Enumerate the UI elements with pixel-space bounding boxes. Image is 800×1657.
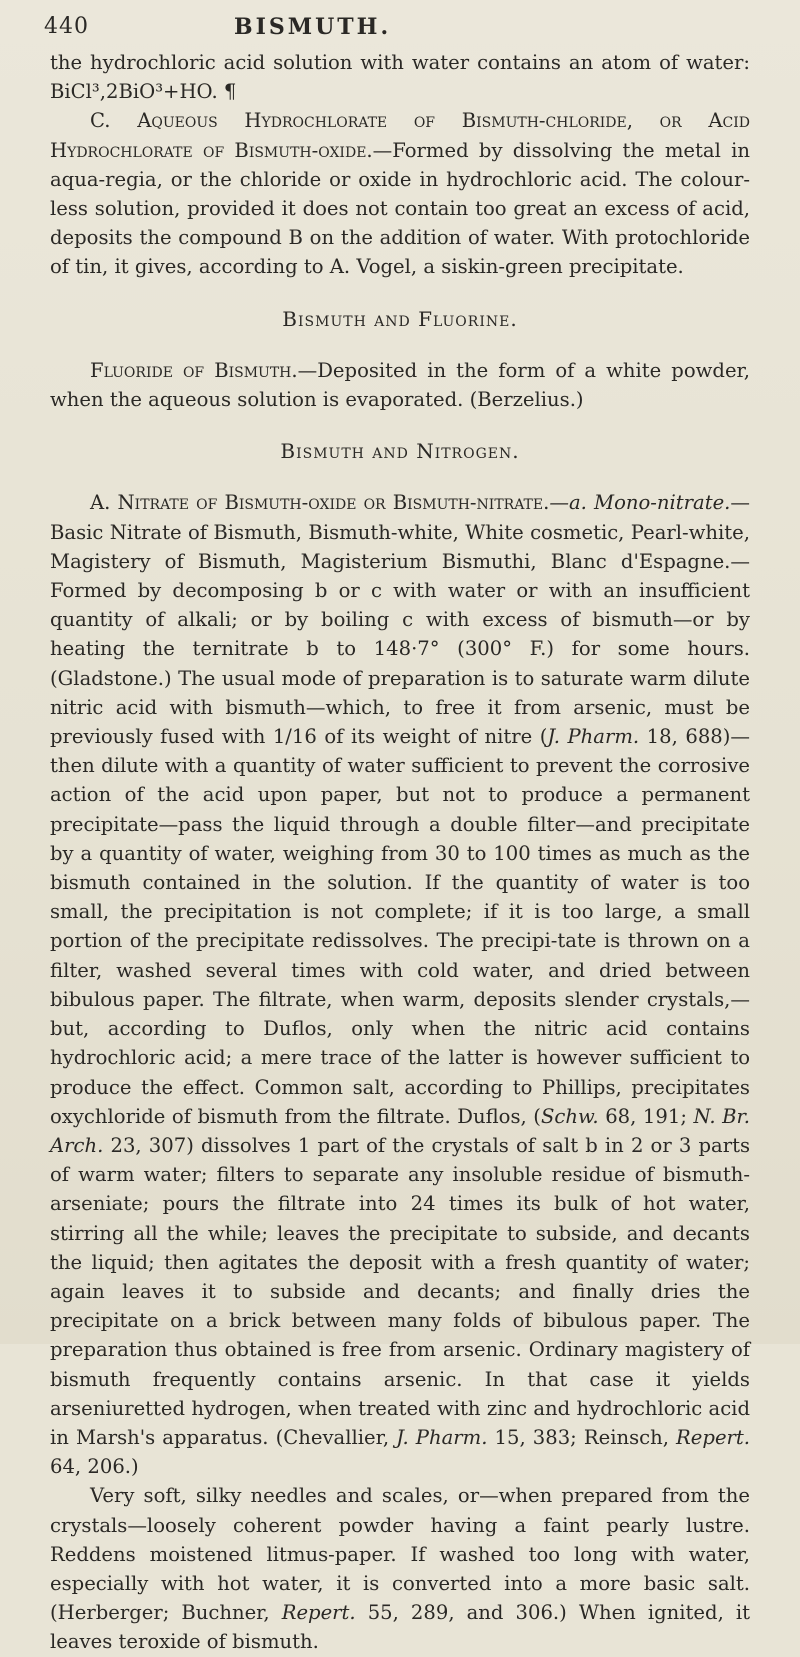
paragraph-text: Very soft, silky needles and scales, or—when prepared from the crystals—loosely coherent powder having a faint pearly lustre. Reddens moistened litmus-paper. If washed too long with water, especially with hot water, it is converted into a more basic salt. (Herberger; Buchner,	[50, 1484, 750, 1625]
paragraph-text: —Formed by dissolving the metal in aqua-regia, or the chloride or oxide in hydrochloric acid. The colour-less solution, provided it does not contain too great an excess of acid, deposits the compound B on the addition of water. With protochloride of tin, it gives, according to A. Vogel, a siskin-green precipitate.	[50, 138, 750, 279]
citation: Repert.	[676, 1425, 751, 1449]
paragraph-text: 23, 307) dissolves 1 part of the crystals of salt b in 2 or 3 parts of warm water; filters to separate any insoluble residue of bismuth-arseniate; pours the filtrate into 24 times its bulk of hot water, stirring all the while; leaves the precipitate to subside, and decants the liquid; then agitates the deposit with a fresh quantity of water; again leaves it to subside and decants; and finally dries the precipitate on a brick between many folds of bibulous paper. The preparation thus obtained is free from arsenic. Ordinary magistery of bismuth frequently contains arsenic. In that case it yields arseniuretted hydrogen, when treated with zinc and hydrochloric acid in Marsh's apparatus. (Chevallier,	[50, 1133, 750, 1449]
section-heading-fluorine: Bismuth and Fluorine.	[282, 306, 518, 331]
paragraph-text: 68, 191;	[598, 1104, 694, 1128]
section-heading-nitrogen: Bismuth and Nitrogen.	[280, 439, 520, 464]
page-header	[44, 14, 564, 44]
citation: N. Br. Arch.	[50, 1104, 750, 1157]
entry-heading: C. Aqueous Hydrochlorate of Bismuth-chloride, or Acid Hydrochlorate of Bismuth-oxide.	[50, 109, 750, 162]
paragraph-continued	[50, 48, 750, 106]
paragraph-text: 18, 688)—then dilute with a quantity of water sufficient to prevent the corrosive action of the acid upon paper, but not to produce a permanent precipitate—pass the liquid through a double filter—and precipitate by a quantity of water, weighing from 30 to 100 times as much as the bismuth contained in the solution. If the quantity of water is too small, the precipitation is not complete; if it is too large, a small portion of the precipitate redissolves. The precipi-tate is thrown on a filter, washed several times with cold water, and dried between bibulous paper. The filtrate, when warm, deposits slender crystals,—but, according to Duflos, only when the nitric acid contains hydrochloric acid; a mere trace of the latter is however sufficient to produce the effect. Common salt, according to Phillips, precipitates oxychloride of bismuth from the filtrate. Duflos, (	[50, 725, 751, 1128]
running-title: BISMUTH.	[234, 14, 392, 40]
paragraph-fluoride	[50, 356, 750, 414]
paragraph-text: —Deposited in the form of a white powder, when the aqueous solution is evaporated. (Berzelius.)	[50, 358, 750, 412]
citation: J. Pharm.	[547, 725, 640, 749]
entry-subheading: —a. Mono-nitrate.	[549, 491, 731, 515]
citation: Repert.	[281, 1601, 356, 1625]
paragraph-text: —Basic Nitrate of Bismuth, Bismuth-white, White cosmetic, Pearl-white, Magistery of Bismuth, Magisterium Bismuthi, Blanc d'Espagne.— Formed by decomposing b or c with water or with an insufficient quantity of alkali; or by boiling c with excess of bismuth—or by heating the ternitrate b to 148·7° (300° F.) for some hours. (Gladstone.) The usual mode of preparation is to saturate warm dilute nitric acid with bismuth—which, to free it from arsenic, must be previously fused with 1/16 of its weight of nitre (	[50, 491, 750, 749]
citation: J. Pharm.	[396, 1425, 488, 1449]
paragraph-nitrate	[50, 488, 750, 1481]
paragraph-text: 15, 383; Reinsch,	[487, 1425, 677, 1449]
paragraph-text: the hydrochloric acid solution with water contains an atom of water: BiCl³,2BiO³+HO. ¶	[50, 51, 750, 104]
paragraph-text: 64, 206.)	[50, 1455, 139, 1479]
paragraph-properties	[50, 1481, 750, 1656]
entry-heading: Fluoride of Bismuth.	[90, 358, 298, 382]
body-text	[50, 48, 750, 1657]
page-number: 440	[44, 14, 89, 39]
entry-heading: A. Nitrate of Bismuth-oxide or Bismuth-nitrate.	[90, 491, 550, 515]
paragraph-aqueous-hydrochlorate	[50, 106, 750, 281]
paragraph-text: 55, 289, and 306.) When ignited, it leaves teroxide of bismuth.	[50, 1601, 750, 1654]
citation: Schw.	[540, 1104, 599, 1128]
